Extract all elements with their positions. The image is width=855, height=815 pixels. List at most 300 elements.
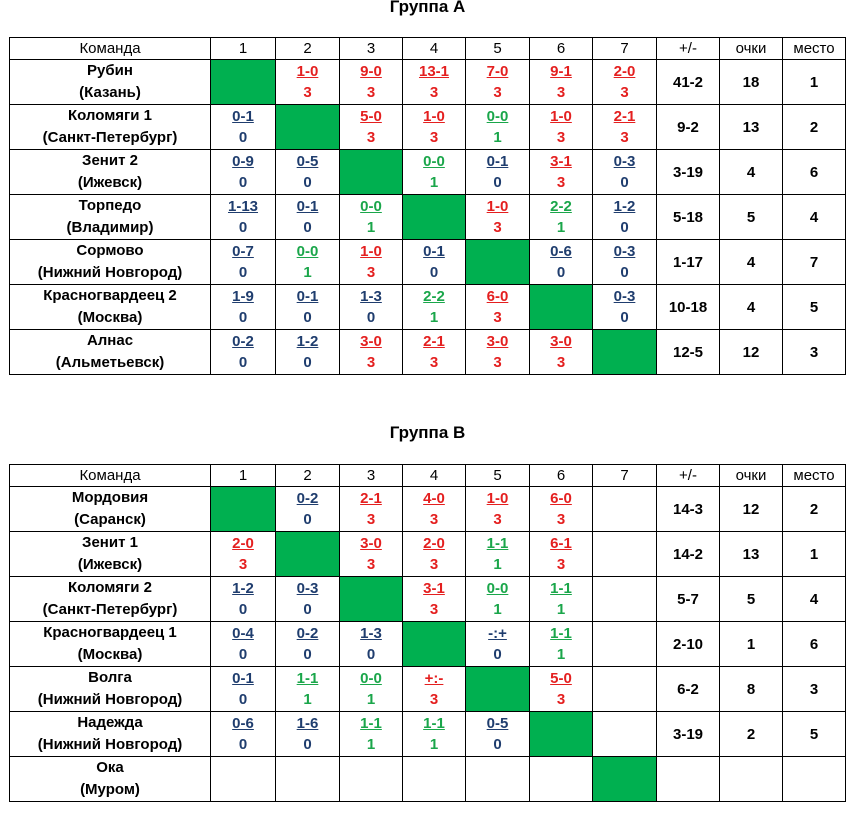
team-cell bbox=[10, 712, 211, 757]
match-points: 0 bbox=[238, 219, 248, 236]
team-city: (Саранск) bbox=[74, 511, 146, 528]
empty-cell bbox=[276, 757, 340, 802]
result-cell bbox=[276, 622, 340, 667]
team-cell bbox=[10, 330, 211, 375]
result-cell bbox=[276, 240, 340, 285]
header-col-6: 6 bbox=[530, 465, 593, 487]
goal-diff: 9-2 bbox=[657, 105, 720, 150]
match-points: 1 bbox=[303, 264, 312, 281]
match-score: 0-4 bbox=[232, 625, 254, 642]
match-score: 3-1 bbox=[550, 153, 572, 170]
place-value: 3 bbox=[783, 330, 846, 375]
result-cell bbox=[340, 712, 403, 757]
match-score: 1-13 bbox=[227, 198, 259, 215]
match-score: 0-3 bbox=[613, 243, 636, 260]
result-cell bbox=[211, 195, 276, 240]
points-value: 4 bbox=[720, 285, 783, 330]
match-points: 1 bbox=[493, 556, 502, 573]
table-row bbox=[10, 330, 846, 375]
diagonal-cell bbox=[211, 60, 276, 105]
points-value: 12 bbox=[720, 487, 783, 532]
result-cell bbox=[403, 150, 466, 195]
team-name: Алнас bbox=[86, 332, 134, 349]
diagonal-cell bbox=[530, 285, 593, 330]
match-points: 3 bbox=[429, 691, 439, 708]
match-points: 3 bbox=[556, 691, 566, 708]
match-score: 0-1 bbox=[296, 198, 319, 215]
match-points: 0 bbox=[620, 219, 629, 236]
match-score: 0-9 bbox=[232, 153, 254, 170]
result-cell bbox=[466, 622, 530, 667]
team-cell bbox=[10, 195, 211, 240]
match-points: 3 bbox=[366, 264, 376, 281]
diagonal-cell bbox=[211, 487, 276, 532]
result-cell bbox=[340, 622, 403, 667]
match-points: 0 bbox=[238, 691, 248, 708]
team-city: (Москва) bbox=[77, 646, 143, 663]
team-name: Надежда bbox=[77, 714, 143, 731]
result-cell bbox=[593, 60, 657, 105]
match-points: 1 bbox=[366, 691, 376, 708]
header-col-4: 4 bbox=[403, 465, 466, 487]
empty-cell bbox=[211, 757, 276, 802]
empty-cell bbox=[593, 577, 657, 622]
diagonal-cell bbox=[340, 577, 403, 622]
match-points: 0 bbox=[303, 309, 312, 326]
table-row bbox=[10, 195, 846, 240]
match-points: 0 bbox=[303, 354, 312, 371]
result-cell bbox=[530, 622, 593, 667]
match-score: 0-0 bbox=[486, 580, 509, 597]
match-points: 0 bbox=[238, 174, 248, 191]
group-a-title: Группа А bbox=[389, 0, 466, 16]
match-score: 0-6 bbox=[550, 243, 572, 260]
team-city: (Нижний Новгород) bbox=[37, 691, 183, 708]
match-points: 0 bbox=[303, 174, 312, 191]
team-name: Торпедо bbox=[78, 197, 142, 214]
match-points: 0 bbox=[303, 646, 312, 663]
header-team: Команда bbox=[10, 38, 211, 60]
result-cell bbox=[466, 487, 530, 532]
match-points: 1 bbox=[303, 691, 312, 708]
team-name: Зенит 1 bbox=[82, 534, 138, 551]
team-name: Рубин bbox=[87, 62, 133, 79]
points-value: 5 bbox=[720, 577, 783, 622]
match-score: 2-0 bbox=[232, 535, 254, 552]
group-b-title: Группа В bbox=[389, 423, 466, 442]
table-row bbox=[10, 105, 846, 150]
match-points: 0 bbox=[620, 174, 629, 191]
match-points: 3 bbox=[493, 219, 502, 236]
match-score: 1-3 bbox=[360, 625, 382, 642]
match-points: 0 bbox=[620, 309, 629, 326]
team-city: (Владимир) bbox=[66, 219, 154, 236]
match-score: 1-6 bbox=[296, 715, 319, 732]
goal-diff: 1-17 bbox=[657, 240, 720, 285]
place-value: 1 bbox=[783, 60, 846, 105]
diagonal-cell bbox=[340, 150, 403, 195]
match-points: 1 bbox=[366, 219, 376, 236]
result-cell bbox=[466, 105, 530, 150]
points-value: 5 bbox=[720, 195, 783, 240]
match-score: 2-1 bbox=[360, 490, 382, 507]
match-score: 0-1 bbox=[232, 670, 254, 687]
empty-cell bbox=[593, 532, 657, 577]
points-value: 18 bbox=[720, 60, 783, 105]
match-score: 0-1 bbox=[486, 153, 509, 170]
header-col-4: 4 bbox=[403, 38, 466, 60]
result-cell bbox=[276, 150, 340, 195]
match-points: 0 bbox=[238, 354, 248, 371]
match-points: 3 bbox=[429, 511, 439, 528]
result-cell bbox=[403, 712, 466, 757]
header-place: место bbox=[783, 465, 846, 487]
team-city: (Санкт-Петербург) bbox=[42, 601, 178, 618]
match-score: 0-3 bbox=[613, 288, 636, 305]
match-points: 3 bbox=[429, 354, 439, 371]
place-value: 7 bbox=[783, 240, 846, 285]
place-value: 6 bbox=[783, 150, 846, 195]
empty-cell bbox=[403, 757, 466, 802]
team-cell bbox=[10, 532, 211, 577]
match-points: 3 bbox=[556, 556, 566, 573]
header-points: очки bbox=[720, 38, 783, 60]
match-score: 0-2 bbox=[296, 490, 319, 507]
result-cell bbox=[211, 240, 276, 285]
goal-diff bbox=[657, 757, 720, 802]
match-points: 1 bbox=[366, 736, 376, 753]
match-score: 0-0 bbox=[360, 670, 382, 687]
match-score: 0-1 bbox=[423, 243, 445, 260]
result-cell bbox=[466, 532, 530, 577]
header-col-6: 6 bbox=[530, 38, 593, 60]
match-points: 3 bbox=[238, 556, 248, 573]
table-row bbox=[10, 577, 846, 622]
table-row bbox=[10, 757, 846, 802]
goal-diff: 41-2 bbox=[657, 60, 720, 105]
header-points: очки bbox=[720, 465, 783, 487]
match-score: 1-1 bbox=[360, 715, 382, 732]
goal-diff: 5-7 bbox=[657, 577, 720, 622]
match-score: 1-2 bbox=[296, 333, 319, 350]
result-cell bbox=[530, 577, 593, 622]
result-cell bbox=[530, 60, 593, 105]
match-points: 1 bbox=[556, 219, 566, 236]
goal-diff: 6-2 bbox=[657, 667, 720, 712]
match-score: 1-0 bbox=[360, 243, 382, 260]
result-cell bbox=[211, 285, 276, 330]
match-score: 1-0 bbox=[550, 108, 572, 125]
result-cell bbox=[211, 712, 276, 757]
header-col-7: 7 bbox=[593, 38, 657, 60]
match-points: 0 bbox=[493, 646, 502, 663]
points-value: 4 bbox=[720, 240, 783, 285]
header-col-1: 1 bbox=[211, 465, 276, 487]
points-value: 4 bbox=[720, 150, 783, 195]
points-value bbox=[720, 757, 783, 802]
empty-cell bbox=[593, 667, 657, 712]
team-city: (Санкт-Петербург) bbox=[42, 129, 178, 146]
match-points: 3 bbox=[556, 84, 566, 101]
match-score: 1-0 bbox=[296, 63, 319, 80]
points-value: 2 bbox=[720, 712, 783, 757]
team-name: Коломяги 1 bbox=[67, 107, 153, 124]
match-score: 3-0 bbox=[486, 333, 509, 350]
match-points: 3 bbox=[429, 601, 439, 618]
team-city: (Нижний Новгород) bbox=[37, 736, 183, 753]
team-cell bbox=[10, 487, 211, 532]
result-cell bbox=[211, 577, 276, 622]
goal-diff: 14-2 bbox=[657, 532, 720, 577]
header-row bbox=[10, 465, 846, 487]
result-cell bbox=[340, 285, 403, 330]
team-name: Волга bbox=[88, 669, 132, 686]
team-city: (Нижний Новгород) bbox=[37, 264, 183, 281]
result-cell bbox=[276, 577, 340, 622]
result-cell bbox=[211, 150, 276, 195]
match-points: 0 bbox=[238, 129, 248, 146]
match-points: 3 bbox=[366, 354, 376, 371]
goal-diff: 12-5 bbox=[657, 330, 720, 375]
result-cell bbox=[276, 195, 340, 240]
place-value: 1 bbox=[783, 532, 846, 577]
match-points: 3 bbox=[366, 129, 376, 146]
match-points: 3 bbox=[556, 129, 566, 146]
match-score: 2-0 bbox=[613, 63, 636, 80]
match-score: 2-0 bbox=[423, 535, 445, 552]
place-value: 2 bbox=[783, 487, 846, 532]
place-value: 4 bbox=[783, 577, 846, 622]
result-cell bbox=[211, 622, 276, 667]
match-score: 5-0 bbox=[360, 108, 382, 125]
result-cell bbox=[211, 105, 276, 150]
team-name: Коломяги 2 bbox=[67, 579, 153, 596]
match-points: 1 bbox=[556, 601, 566, 618]
place-value: 2 bbox=[783, 105, 846, 150]
table-row bbox=[10, 60, 846, 105]
points-value: 1 bbox=[720, 622, 783, 667]
match-points: 0 bbox=[238, 601, 248, 618]
result-cell bbox=[340, 105, 403, 150]
place-value: 4 bbox=[783, 195, 846, 240]
points-value: 13 bbox=[720, 532, 783, 577]
match-score: 0-0 bbox=[423, 153, 445, 170]
points-value: 8 bbox=[720, 667, 783, 712]
group-a-table bbox=[9, 37, 846, 375]
match-score: 6-1 bbox=[550, 535, 572, 552]
result-cell bbox=[466, 60, 530, 105]
match-score: 1-1 bbox=[296, 670, 319, 687]
match-score: 0-3 bbox=[613, 153, 636, 170]
diagonal-cell bbox=[466, 667, 530, 712]
diagonal-cell bbox=[466, 240, 530, 285]
empty-cell bbox=[340, 757, 403, 802]
match-score: 0-1 bbox=[296, 288, 319, 305]
team-name: Ока bbox=[96, 759, 124, 776]
result-cell bbox=[593, 195, 657, 240]
match-score: 13-1 bbox=[418, 63, 450, 80]
match-points: 3 bbox=[493, 84, 502, 101]
result-cell bbox=[403, 487, 466, 532]
result-cell bbox=[593, 105, 657, 150]
goal-diff: 3-19 bbox=[657, 712, 720, 757]
header-col-1: 1 bbox=[211, 38, 276, 60]
goal-diff: 10-18 bbox=[657, 285, 720, 330]
match-points: 0 bbox=[238, 309, 248, 326]
result-cell bbox=[276, 712, 340, 757]
goal-diff: 3-19 bbox=[657, 150, 720, 195]
match-points: 0 bbox=[620, 264, 629, 281]
place-value: 5 bbox=[783, 285, 846, 330]
team-name: Мордовия bbox=[71, 489, 149, 506]
result-cell bbox=[403, 667, 466, 712]
match-score: 3-0 bbox=[360, 333, 382, 350]
table-row bbox=[10, 487, 846, 532]
team-city: (Казань) bbox=[79, 84, 141, 101]
header-col-5: 5 bbox=[466, 465, 530, 487]
result-cell bbox=[276, 285, 340, 330]
match-points: 0 bbox=[556, 264, 566, 281]
match-points: 3 bbox=[429, 556, 439, 573]
result-cell bbox=[211, 667, 276, 712]
match-score: 0-1 bbox=[232, 108, 254, 125]
result-cell bbox=[530, 330, 593, 375]
group-b-table bbox=[9, 464, 846, 802]
result-cell bbox=[466, 285, 530, 330]
diagonal-cell bbox=[276, 532, 340, 577]
team-cell bbox=[10, 667, 211, 712]
match-score: 6-0 bbox=[486, 288, 509, 305]
match-score: 0-2 bbox=[232, 333, 254, 350]
result-cell bbox=[593, 285, 657, 330]
diagonal-cell bbox=[593, 757, 657, 802]
match-score: 1-0 bbox=[423, 108, 445, 125]
header-col-7: 7 bbox=[593, 465, 657, 487]
result-cell bbox=[340, 532, 403, 577]
match-score: 3-1 bbox=[423, 580, 445, 597]
match-score: 1-2 bbox=[613, 198, 636, 215]
match-score: 1-9 bbox=[232, 288, 254, 305]
result-cell bbox=[403, 240, 466, 285]
diagonal-cell bbox=[403, 195, 466, 240]
diagonal-cell bbox=[593, 330, 657, 375]
diagonal-cell bbox=[276, 105, 340, 150]
header-place: место bbox=[783, 38, 846, 60]
header-diff: +/- bbox=[657, 465, 720, 487]
match-score: 2-2 bbox=[423, 288, 445, 305]
result-cell bbox=[530, 105, 593, 150]
team-city: (Альметьевск) bbox=[55, 354, 165, 371]
match-points: 3 bbox=[493, 511, 502, 528]
result-cell bbox=[340, 60, 403, 105]
match-points: 3 bbox=[493, 354, 502, 371]
result-cell bbox=[530, 150, 593, 195]
team-name: Красногвардеец 2 bbox=[43, 287, 177, 304]
match-score: 0-3 bbox=[296, 580, 319, 597]
result-cell bbox=[276, 60, 340, 105]
table-row bbox=[10, 712, 846, 757]
match-score: 2-1 bbox=[423, 333, 445, 350]
header-team: Команда bbox=[10, 465, 211, 487]
match-score: 0-0 bbox=[296, 243, 319, 260]
team-cell bbox=[10, 240, 211, 285]
table-row bbox=[10, 240, 846, 285]
match-points: 0 bbox=[238, 646, 248, 663]
match-score: 1-1 bbox=[486, 535, 509, 552]
match-score: 1-1 bbox=[550, 580, 572, 597]
match-score: 0-0 bbox=[486, 108, 509, 125]
match-points: 3 bbox=[556, 174, 566, 191]
result-cell bbox=[466, 150, 530, 195]
match-score: 1-2 bbox=[232, 580, 254, 597]
match-points: 0 bbox=[303, 736, 312, 753]
match-score: +:- bbox=[424, 670, 444, 687]
team-city: (Ижевск) bbox=[77, 174, 143, 191]
team-name: Зенит 2 bbox=[82, 152, 138, 169]
match-points: 3 bbox=[429, 129, 439, 146]
team-city: (Москва) bbox=[77, 309, 143, 326]
match-score: -:+ bbox=[488, 625, 507, 642]
result-cell bbox=[403, 577, 466, 622]
result-cell bbox=[403, 532, 466, 577]
empty-cell bbox=[593, 622, 657, 667]
result-cell bbox=[530, 667, 593, 712]
result-cell bbox=[466, 712, 530, 757]
team-cell bbox=[10, 150, 211, 195]
match-score: 2-2 bbox=[550, 198, 572, 215]
match-score: 7-0 bbox=[486, 63, 509, 80]
match-points: 0 bbox=[366, 646, 376, 663]
result-cell bbox=[466, 195, 530, 240]
result-cell bbox=[530, 240, 593, 285]
header-diff: +/- bbox=[657, 38, 720, 60]
team-name: Сормово bbox=[76, 242, 144, 259]
result-cell bbox=[530, 532, 593, 577]
team-cell bbox=[10, 757, 211, 802]
team-name: Красногвардеец 1 bbox=[43, 624, 177, 641]
match-score: 0-7 bbox=[232, 243, 254, 260]
match-score: 1-0 bbox=[486, 490, 509, 507]
result-cell bbox=[340, 195, 403, 240]
header-col-2: 2 bbox=[276, 38, 340, 60]
match-points: 3 bbox=[556, 354, 566, 371]
match-score: 2-1 bbox=[613, 108, 636, 125]
result-cell bbox=[403, 60, 466, 105]
result-cell bbox=[466, 330, 530, 375]
place-value bbox=[783, 757, 846, 802]
match-points: 0 bbox=[238, 736, 248, 753]
result-cell bbox=[530, 195, 593, 240]
match-score: 0-0 bbox=[360, 198, 382, 215]
empty-cell bbox=[593, 712, 657, 757]
result-cell bbox=[403, 330, 466, 375]
header-col-3: 3 bbox=[340, 465, 403, 487]
result-cell bbox=[340, 667, 403, 712]
match-score: 1-3 bbox=[360, 288, 382, 305]
goal-diff: 5-18 bbox=[657, 195, 720, 240]
empty-cell bbox=[593, 487, 657, 532]
result-cell bbox=[403, 105, 466, 150]
header-col-3: 3 bbox=[340, 38, 403, 60]
result-cell bbox=[593, 240, 657, 285]
header-row bbox=[10, 38, 846, 60]
match-score: 1-1 bbox=[423, 715, 445, 732]
team-city: (Муром) bbox=[80, 781, 140, 798]
match-points: 0 bbox=[366, 309, 376, 326]
match-score: 1-1 bbox=[550, 625, 572, 642]
match-points: 3 bbox=[620, 84, 629, 101]
match-score: 5-0 bbox=[550, 670, 572, 687]
